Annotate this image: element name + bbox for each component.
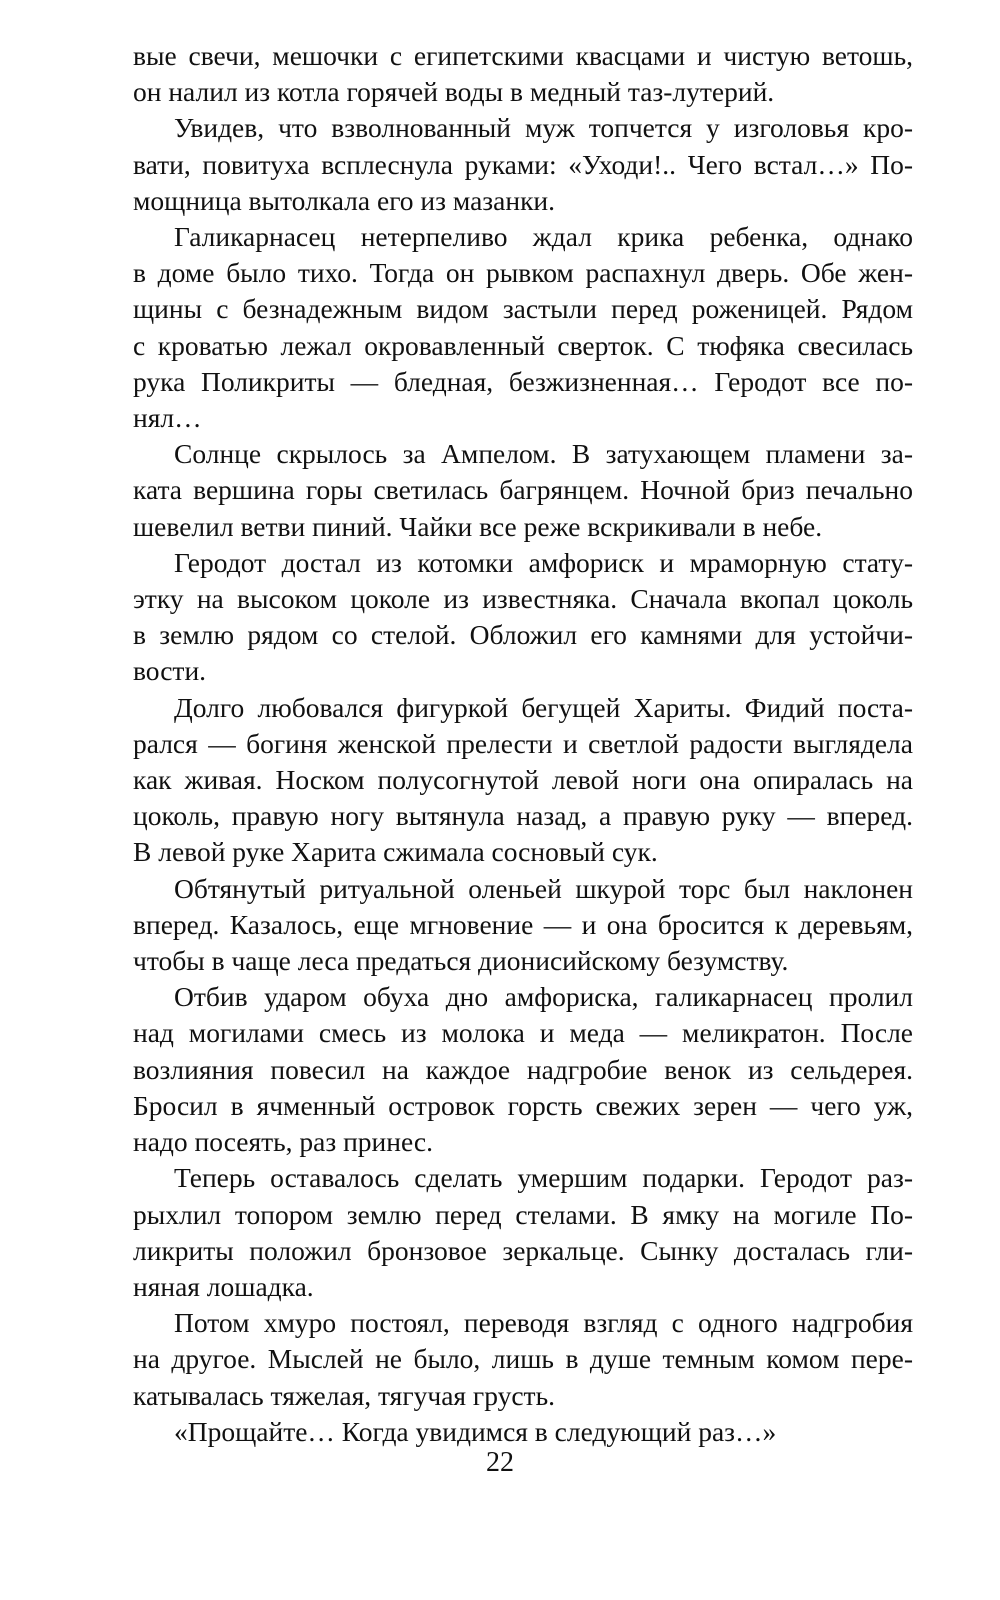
- text-line: вперед. Казалось, еще мгновение — и она бросится к деревьям,: [133, 908, 913, 940]
- text-line: он налил из котла горячей воды в медный таз-лутерий.: [133, 76, 775, 108]
- page-number: 22: [486, 1447, 514, 1478]
- text-line: цоколь, правую ногу вытянула назад, а правую руку — вперед.: [133, 800, 913, 832]
- text-line: Отбив ударом обуха дно амфориска, галикарнасец пролил: [174, 981, 913, 1013]
- text-line: Обтянутый ритуальной оленьей шкурой торс был наклонен: [174, 872, 913, 904]
- text-line: над могилами смесь из молока и меда — меликратон. После: [133, 1017, 913, 1049]
- paragraph: [133, 436, 913, 545]
- text-line: Геродот достал из котомки амфориск и мраморную стату-: [174, 546, 913, 578]
- text-line: возлияния повесил на каждое надгробие венок из сельдерея.: [133, 1053, 913, 1085]
- text-line: мощница вытолкала его из мазанки.: [133, 184, 556, 216]
- text-line: как живая. Носком полусогнутой левой ноги она опиралась на: [133, 764, 913, 796]
- paragraph: [133, 871, 913, 980]
- text-line: рался — богиня женской прелести и светлой радости выглядела: [133, 727, 913, 759]
- text-line: щины с безнадежным видом застыли перед роженицей. Рядом: [133, 293, 913, 325]
- paragraph: [133, 110, 913, 219]
- paragraph: [133, 979, 913, 1160]
- text-line: катывалась тяжелая, тягучая грусть.: [133, 1379, 555, 1411]
- paragraph: [133, 1160, 913, 1305]
- paragraph: [133, 1414, 913, 1450]
- text-line: нял…: [133, 402, 202, 434]
- paragraph: [133, 545, 913, 690]
- text-line: рыхлил топором землю перед стелами. В ямку на могиле По-: [133, 1198, 913, 1230]
- text-line: Долго любовался фигуркой бегущей Хариты. Фидий поста-: [174, 691, 913, 723]
- text-line: Галикарнасец нетерпеливо ждал крика ребенка, однако: [174, 221, 913, 253]
- text-line: вости.: [133, 655, 207, 687]
- text-line: в доме было тихо. Тогда он рывком распахнул дверь. Обе жен-: [133, 257, 913, 289]
- text-line: «Прощайте… Когда увидимся в следующий раз…»: [174, 1415, 777, 1447]
- text-line: вые свечи, мешочки с египетскими квасцами и чистую ветошь,: [133, 40, 913, 71]
- text-line: Теперь оставалось сделать умершим подарки. Геродот раз-: [174, 1162, 913, 1194]
- text-line: В левой руке Харита сжимала сосновый сук.: [133, 836, 658, 868]
- paragraph: [133, 38, 913, 110]
- paragraph: [133, 219, 913, 436]
- text-line: в землю рядом со стелой. Обложил его камнями для устойчи-: [133, 619, 913, 651]
- text-line: с кроватью лежал окровавленный сверток. С тюфяка свесилась: [133, 329, 913, 361]
- text-line: Бросил в ячменный островок горсть свежих зерен — чего уж,: [133, 1089, 913, 1121]
- paragraph: [133, 1305, 913, 1414]
- text-line: Солнце скрылось за Ампелом. В затухающем пламени за-: [174, 438, 913, 470]
- text-line: этку на высоком цоколе из известняка. Сначала вкопал цоколь: [133, 583, 913, 615]
- text-line: ликриты положил бронзовое зеркальце. Сынку досталась гли-: [133, 1234, 913, 1266]
- paragraph: [133, 690, 913, 871]
- text-line: на другое. Мыслей не было, лишь в душе темным комом пере-: [133, 1343, 913, 1375]
- text-line: ката вершина горы светилась багрянцем. Ночной бриз печально: [133, 474, 913, 506]
- text-line: чтобы в чаще леса предаться дионисийскому безумству.: [133, 945, 789, 977]
- text-line: няная лошадка.: [133, 1270, 314, 1302]
- text-line: рука Поликриты — бледная, безжизненная… Геродот все по-: [133, 365, 913, 397]
- text-line: надо посеять, раз принес.: [133, 1126, 433, 1158]
- page-body: [133, 38, 913, 1450]
- text-line: вати, повитуха всплеснула руками: «Уходи!.. Чего встал…» По-: [133, 148, 913, 180]
- text-line: Увидев, что взволнованный муж топчется у изголовья кро-: [174, 112, 913, 144]
- text-line: Потом хмуро постоял, переводя взгляд с одного надгробия: [174, 1307, 913, 1339]
- text-line: шевелил ветви пиний. Чайки все реже вскрикивали в небе.: [133, 510, 823, 542]
